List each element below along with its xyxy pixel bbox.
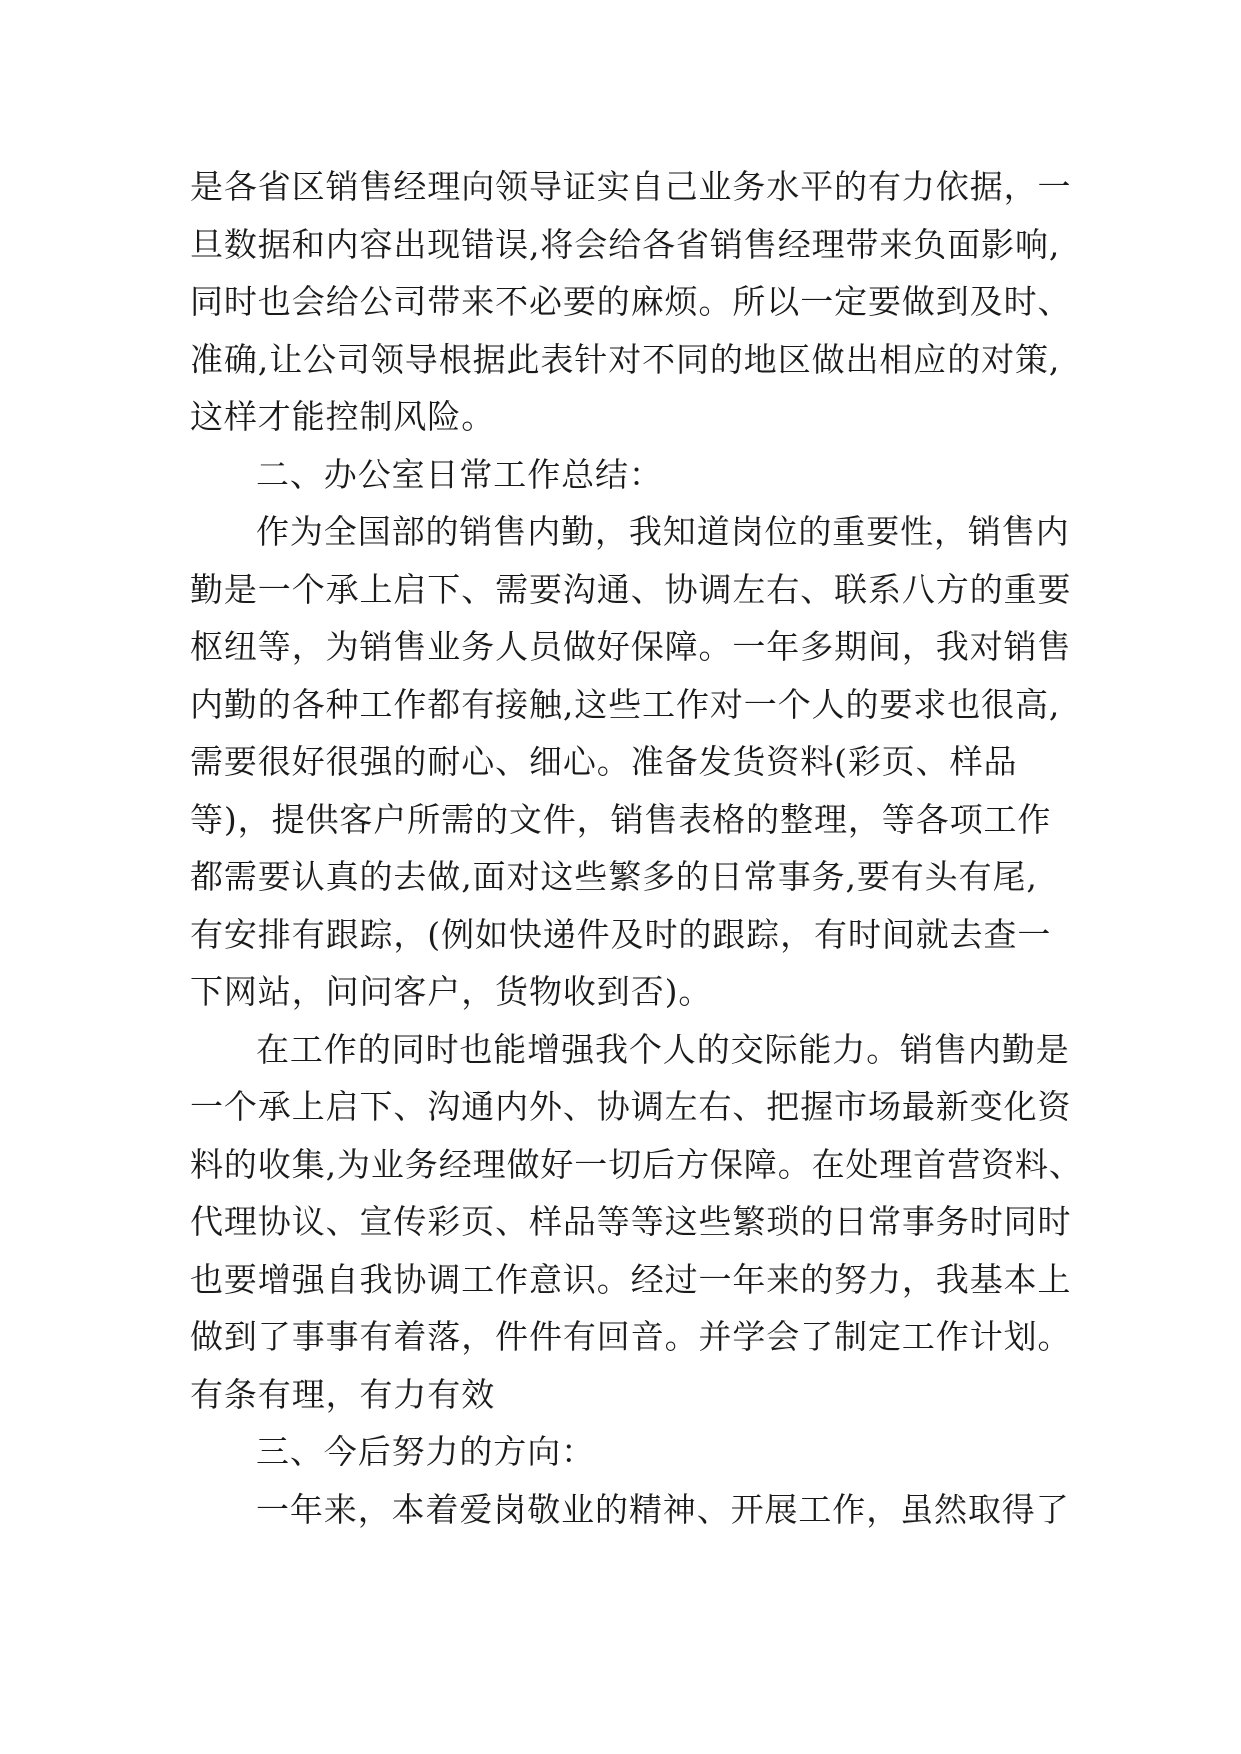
text-line: 准确,让公司领导根据此表针对不同的地区做出相应的对策,: [190, 339, 1061, 379]
paragraph-start: 作为全国部的销售内勤，我知道岗位的重要性，销售内: [256, 512, 1070, 551]
text-line: 内勤的各种工作都有接触,这些工作对一个人的要求也很高,: [190, 684, 1061, 724]
text-line: 旦数据和内容出现错误,将会给各省销售经理带来负面影响,: [190, 224, 1061, 264]
text-line: 是各省区销售经理向领导证实自己业务水平的有力依据，一: [190, 167, 1072, 206]
text-line: 枢纽等，为销售业务人员做好保障。一年多期间，我对销售: [190, 627, 1072, 666]
text-line: 料的收集,为业务经理做好一切后方保障。在处理首营资料、: [190, 1144, 1083, 1184]
section-heading: 三、今后努力的方向：: [256, 1432, 595, 1471]
text-line: 勤是一个承上启下、需要沟通、协调左右、联系八方的重要: [190, 569, 1072, 609]
text-line: 做到了事事有着落，件件有回音。并学会了制定工作计划。: [190, 1317, 1072, 1356]
text-line: 都需要认真的去做,面对这些繁多的日常事务,要有头有尾,: [190, 857, 1038, 896]
document-body: [190, 158, 1090, 1538]
section-heading: 二、办公室日常工作总结：: [256, 454, 663, 494]
text-line: 同时也会给公司带来不必要的麻烦。所以一定要做到及时、: [190, 282, 1072, 321]
text-line: 代理协议、宣传彩页、样品等等这些繁琐的日常事务时同时: [190, 1202, 1072, 1241]
text-line: 一个承上启下、沟通内外、协调左右、把握市场最新变化资: [190, 1087, 1072, 1126]
text-line: 需要很好很强的耐心、细心。准备发货资料(彩页、样品: [190, 742, 1018, 781]
text-line: 有安排有跟踪，(例如快递件及时的跟踪，有时间就去查一: [190, 914, 1052, 954]
text-line: 这样才能控制风险。: [190, 397, 496, 436]
text-line: 也要增强自我协调工作意识。经过一年来的努力，我基本上: [190, 1259, 1072, 1299]
text-line: 下网站，问问客户，货物收到否)。: [190, 972, 713, 1011]
text-line: 等)，提供客户所需的文件，销售表格的整理，等各项工作: [190, 799, 1052, 839]
text-line: 有条有理，有力有效: [190, 1374, 496, 1414]
paragraph-start: 在工作的同时也能增强我个人的交际能力。销售内勤是: [256, 1029, 1070, 1069]
paragraph-start: 一年来，本着爱岗敬业的精神、开展工作，虽然取得了: [256, 1489, 1070, 1529]
